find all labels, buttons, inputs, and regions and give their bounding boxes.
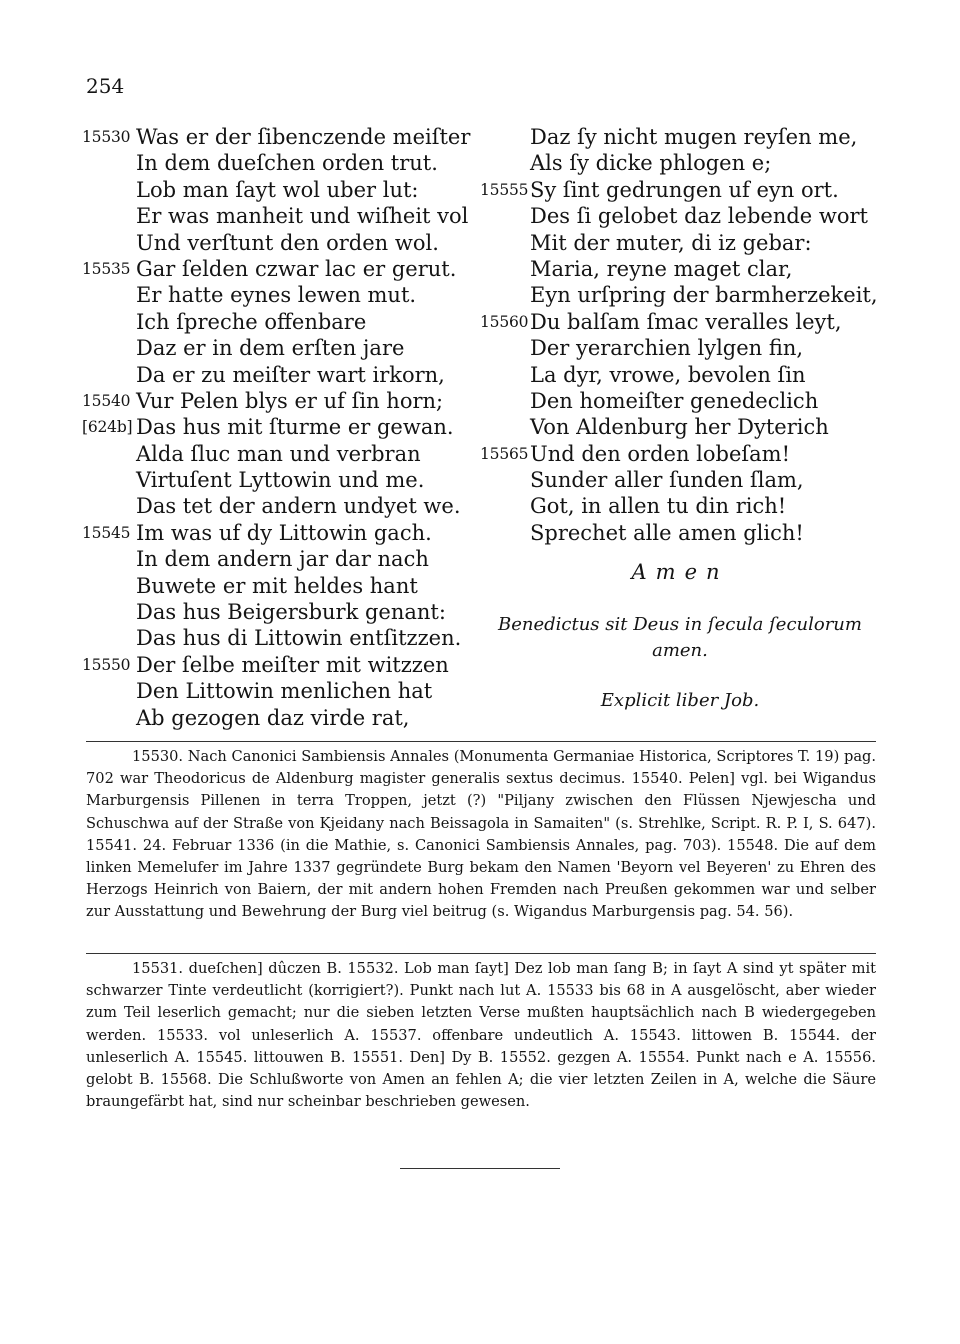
verse-line xyxy=(82,282,482,308)
verse-text: Eyn urſpring der barmherzekeit, xyxy=(530,283,878,308)
verse-text: Sy ſint gedrungen uf eyn ort. xyxy=(530,177,839,202)
verse-column-left xyxy=(82,124,482,731)
line-number: 15550 xyxy=(82,655,131,674)
line-number: 15565 xyxy=(480,444,529,463)
verse-text: Im was uf dy Littowin gach. xyxy=(136,520,432,545)
verse-line xyxy=(82,230,482,256)
variant-notes-text: 15531. dueſchen] dûczen B. 15532. Lob man ſayt] Dez lob man ſang B; in ſayt A sind yt später mit schwarzer Tinte verdeutlicht (korrigiert?). Punkt nach lut A. 15533 bis 68 in A ausgelöscht, aber wieder zum Teil leserlich gemacht; nur die sieben letzten Verse mußten hauptsächlich nach B wiedergegeben werden. 15533. vol unleserlich A. 15537. offenbare undeutlich A. 15543. littowen B. 15544. der unleserlich A. 15545. littouwen B. 15551. Den] Dy B. 15552. gezgen A. 15554. Punkt nach e A. 15556. gelobt B. 15568. Die Schlußworte von Amen an fehlen A; die vier letzten Zeilen in A, welche die Säure braungefärbt hat, sind nur scheinbar beschrieben gewesen. xyxy=(86,960,876,1111)
verse-line xyxy=(470,150,890,176)
verse-line xyxy=(82,362,482,388)
verse-text: Buwete er mit heldes hant xyxy=(136,573,418,598)
verse-line xyxy=(470,282,890,308)
verse-line xyxy=(470,467,890,493)
verse-text: Got, in allen tu din rich! xyxy=(530,494,787,519)
verse-text: In dem andern jar dar nach xyxy=(136,547,429,572)
verse-line xyxy=(82,678,482,704)
line-number: [624b] xyxy=(82,418,133,437)
verse-text: Du balſam ſmac veralles leyt, xyxy=(530,309,842,334)
verse-line xyxy=(82,467,482,493)
verse-line xyxy=(470,493,890,519)
footnote-rule-middle xyxy=(86,953,876,954)
verse-text: Sunder aller ſunden ſlam, xyxy=(530,468,804,493)
verse-line xyxy=(82,309,482,335)
verse-line xyxy=(82,150,482,176)
verse-text: In dem dueſchen orden trut. xyxy=(136,151,438,176)
line-number: 15560 xyxy=(480,312,529,331)
verse-text: Und den orden lobeſam! xyxy=(530,441,791,466)
verse-line xyxy=(470,362,890,388)
verse-text: Der ſelbe meiſter mit witzzen xyxy=(136,652,449,677)
verse-line xyxy=(82,546,482,572)
line-number: 15540 xyxy=(82,391,131,410)
verse-text: Daz er in dem erſten jare xyxy=(136,336,405,361)
benedictus-line: Benedictus sit Deus in ſecula ſeculorum amen. xyxy=(498,614,862,661)
verse-line xyxy=(82,493,482,519)
verse-line xyxy=(470,441,890,467)
verse-text: Vur Pelen blys er uf ſin horn; xyxy=(136,388,444,413)
verse-line xyxy=(82,388,482,414)
line-number: 15535 xyxy=(82,259,131,278)
verse-text: Ich ſpreche offenbare xyxy=(136,309,367,334)
verse-text: Sprechet alle amen glich! xyxy=(530,520,804,545)
footnote-rule-top xyxy=(86,741,876,742)
verse-text: Der yerarchien lylgen fin, xyxy=(530,336,804,361)
verse-text: Da er zu meiſter wart irkorn, xyxy=(136,362,445,387)
verse-text: Das hus Beigersburk genant: xyxy=(136,600,446,625)
verse-line xyxy=(82,256,482,282)
verse-text: Das tet der andern undyet we. xyxy=(136,494,461,519)
line-number: 15555 xyxy=(480,180,529,199)
variant-notes xyxy=(86,958,876,1113)
verse-line xyxy=(82,441,482,467)
verse-text: Den homeiſter genedeclich xyxy=(530,388,819,413)
verse-line xyxy=(470,203,890,229)
line-number: 15545 xyxy=(82,523,131,542)
verse-text: Ab gezogen daz virde rat, xyxy=(136,705,410,730)
historical-notes xyxy=(86,746,876,924)
verse-line xyxy=(82,573,482,599)
verse-line xyxy=(470,256,890,282)
verse-text: Was er der ſibenczende meiſter xyxy=(136,125,471,149)
verse-text: Lob man ſayt wol uber lut: xyxy=(136,177,419,202)
end-rule xyxy=(400,1168,560,1169)
verse-line xyxy=(470,335,890,361)
verse-text: Er was manheit und wiſheit vol xyxy=(136,204,469,229)
verse-line xyxy=(82,203,482,229)
verse-line xyxy=(470,520,890,546)
verse-text: Alda ſluc man und verbran xyxy=(136,441,421,466)
verse-line xyxy=(82,520,482,546)
verse-column-right xyxy=(470,124,890,546)
verse-text: Daz ſy nicht mugen reyſen me, xyxy=(530,125,858,149)
verse-line xyxy=(470,388,890,414)
verse-line xyxy=(82,335,482,361)
verse-text: Virtuſent Lyttowin und me. xyxy=(136,468,425,493)
verse-text: Er hatte eynes lewen mut. xyxy=(136,283,417,308)
verse-text: Des ſi gelobet daz lebende wort xyxy=(530,204,868,229)
verse-line xyxy=(82,124,482,150)
verse-line xyxy=(82,705,482,731)
verse-line xyxy=(82,652,482,678)
verse-line xyxy=(470,124,890,150)
verse-text: Das hus mit ſturme er gewan. xyxy=(136,415,454,440)
verse-line xyxy=(470,414,890,440)
verse-line xyxy=(82,599,482,625)
line-number: 15530 xyxy=(82,128,131,146)
verse-line xyxy=(470,309,890,335)
historical-notes-text: 15530. Nach Canonici Sambiensis Annales (Monumenta Germaniae Historica, Scriptores T. 19) pag. 702 war Theodoricus de Aldenburg magister generalis sextus decimus. 15540. Pelen] vgl. bei Wigandus Marburgensis Pillenen in terra Troppen, jetzt (?) "Piljany zwischen den Flüssen Njewjescha und Schuschwa auf der Straße von Kjeidany nach Beissagola in Samaiten" (s. Strehlke, Script. R. P. I, S. 647). 15541. 24. Februar 1336 (in die Mathie, s. Canonici Sambiensis Annales, pag. 703). 15548. Die auf dem linken Memelufer im Jahre 1337 gegründete Burg bekam den Namen 'Beyorn vel Beyeren' zu Ehren des Herzogs Heinrich von Baiern, der mit andern hohen Fremden nach Preußen gekommen war und selber zur Ausstattung und Bewehrung der Burg viel beitrug (s. Wigandus Marburgensis pag. 54. 56). xyxy=(86,748,876,921)
verse-text: La dyr, vrowe, bevolen ſin xyxy=(530,362,806,387)
verse-text: Maria, reyne maget clar, xyxy=(530,256,793,281)
explicit-line: Explicit liber Job. xyxy=(600,690,760,711)
verse-text: Von Aldenburg her Dyterich xyxy=(530,415,829,440)
amen-heading: Amen xyxy=(631,560,729,584)
page-number: 254 xyxy=(86,74,125,98)
verse-line xyxy=(82,177,482,203)
verse-text: Als ſy dicke phlogen e; xyxy=(530,151,772,176)
verse-text: Den Littowin menlichen hat xyxy=(136,679,433,704)
verse-line xyxy=(82,414,482,440)
verse-line xyxy=(470,230,890,256)
verse-text: Und verſtunt den orden wol. xyxy=(136,230,439,255)
verse-text: Mit der muter, di iz gebar: xyxy=(530,230,812,255)
verse-line xyxy=(470,177,890,203)
verse-line xyxy=(82,625,482,651)
verse-text: Gar ſelden czwar lac er gerut. xyxy=(136,256,457,281)
verse-text: Das hus di Littowin entſitzzen. xyxy=(136,626,462,651)
